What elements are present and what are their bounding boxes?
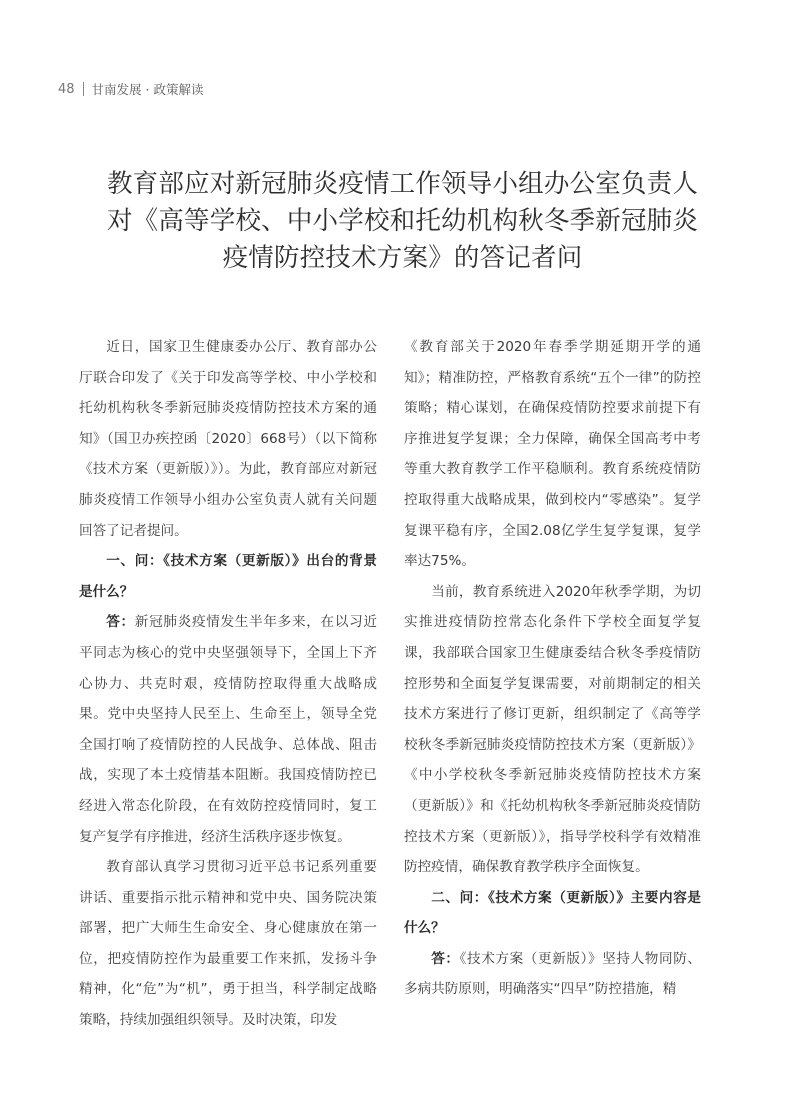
article-title — [40, 166, 765, 277]
page-header — [58, 80, 203, 98]
intro-paragraph: 近日，国家卫生健康委办公厅、教育部办公厅联合印发了《关于印发高等学校、中小学校和托幼机构秋冬季新冠肺炎疫情防控技术方案的通知》（国卫办疾控函〔2020〕668号）（以下简称《技术方案（更新版）》）。为此，教育部应对新冠肺炎疫情工作领导小组办公室负责人就有关问题回答了记者提问。 — [79, 339, 377, 539]
title-line-3: 疫情防控技术方案》的答记者问 — [222, 243, 583, 273]
answer-1-text: 新冠肺炎疫情发生半年多来，在以习近平同志为核心的党中央坚强领导下，全国上下齐心协力、共克时艰，疫情防控取得重大战略成果。党中央坚持人民至上、生命至上，领导全党全国打响了疫情防控的人民战争、总体战、阻击战，实现了本土疫情基本阻断。我国疫情防控已经进入常态化阶段，在有效防控疫情同时，复工复产复学有序推进，经济生活秩序逐步恢复。 — [79, 614, 378, 845]
answer-1-paragraph — [79, 607, 377, 852]
answer-2-text: 《技术方案（更新版）》坚持人物同防、多病共防原则，明确落实“四早”防控措施，精 — [404, 950, 701, 998]
paragraph-3-continued: 《教育部关于2020年春季学期延期开学的通知》；精准防控，严格教育系统“五个一律”的防控策略；精心谋划，在确保疫情防控要求前提下有序推进复学复课；全力保障，确保全国高考中考等重大教育教学工作平稳顺利。教育系统疫情防控取得重大战略成果，做到校内“零感染”。复学复课平稳有序，全国2.08亿学生复学复课，复学率达75%。 — [404, 339, 701, 570]
page-number: 48 — [58, 81, 75, 97]
paragraph-3: 教育部认真学习贯彻习近平总书记系列重要讲话、重要指示批示精神和党中央、国务院决策部署，把广大师生生命安全、身心健康放在第一位，把疫情防控作为最重要工作来抓，发扬斗争精神，化“危”为“机”，勇于担当，科学制定战略策略，持续加强组织领导。及时决策，印发 — [79, 859, 377, 1029]
title-line-1: 教育部应对新冠肺炎疫情工作领导小组办公室负责人 — [106, 169, 699, 199]
title-line-2: 对《高等学校、中小学校和托幼机构秋冬季新冠肺炎 — [106, 206, 699, 236]
left-column — [79, 332, 377, 1036]
question-1: 一、问：《技术方案（更新版）》出台的背景是什么？ — [79, 553, 377, 600]
answer-2-lead: 答： — [431, 950, 460, 967]
section-label: 甘南发展 · 政策解读 — [91, 82, 204, 97]
question-2: 二、问：《技术方案（更新版）》主要内容是什么？ — [404, 889, 701, 937]
answer-1-lead: 答： — [106, 614, 135, 631]
answer-2-paragraph — [404, 944, 701, 1005]
paragraph-4: 当前，教育系统进入2020年秋季学期，为切实推进疫情防控常态化条件下学校全面复学复课，我部联合国家卫生健康委结合秋冬季疫情防控形势和全面复学复课需要，对前期制定的相关技术方案进行了修订更新，组织制定了《高等学校秋冬季新冠肺炎疫情防控技术方案（更新版）》《中小学校秋冬季新冠肺炎疫情防控技术方案（更新版）》和《托幼机构秋冬季新冠肺炎疫情防控技术方案（更新版）》，指导学校科学有效精准防控疫情，确保教育教学秩序全面恢复。 — [404, 583, 701, 876]
right-column — [404, 332, 701, 1005]
header-divider — [83, 82, 84, 96]
